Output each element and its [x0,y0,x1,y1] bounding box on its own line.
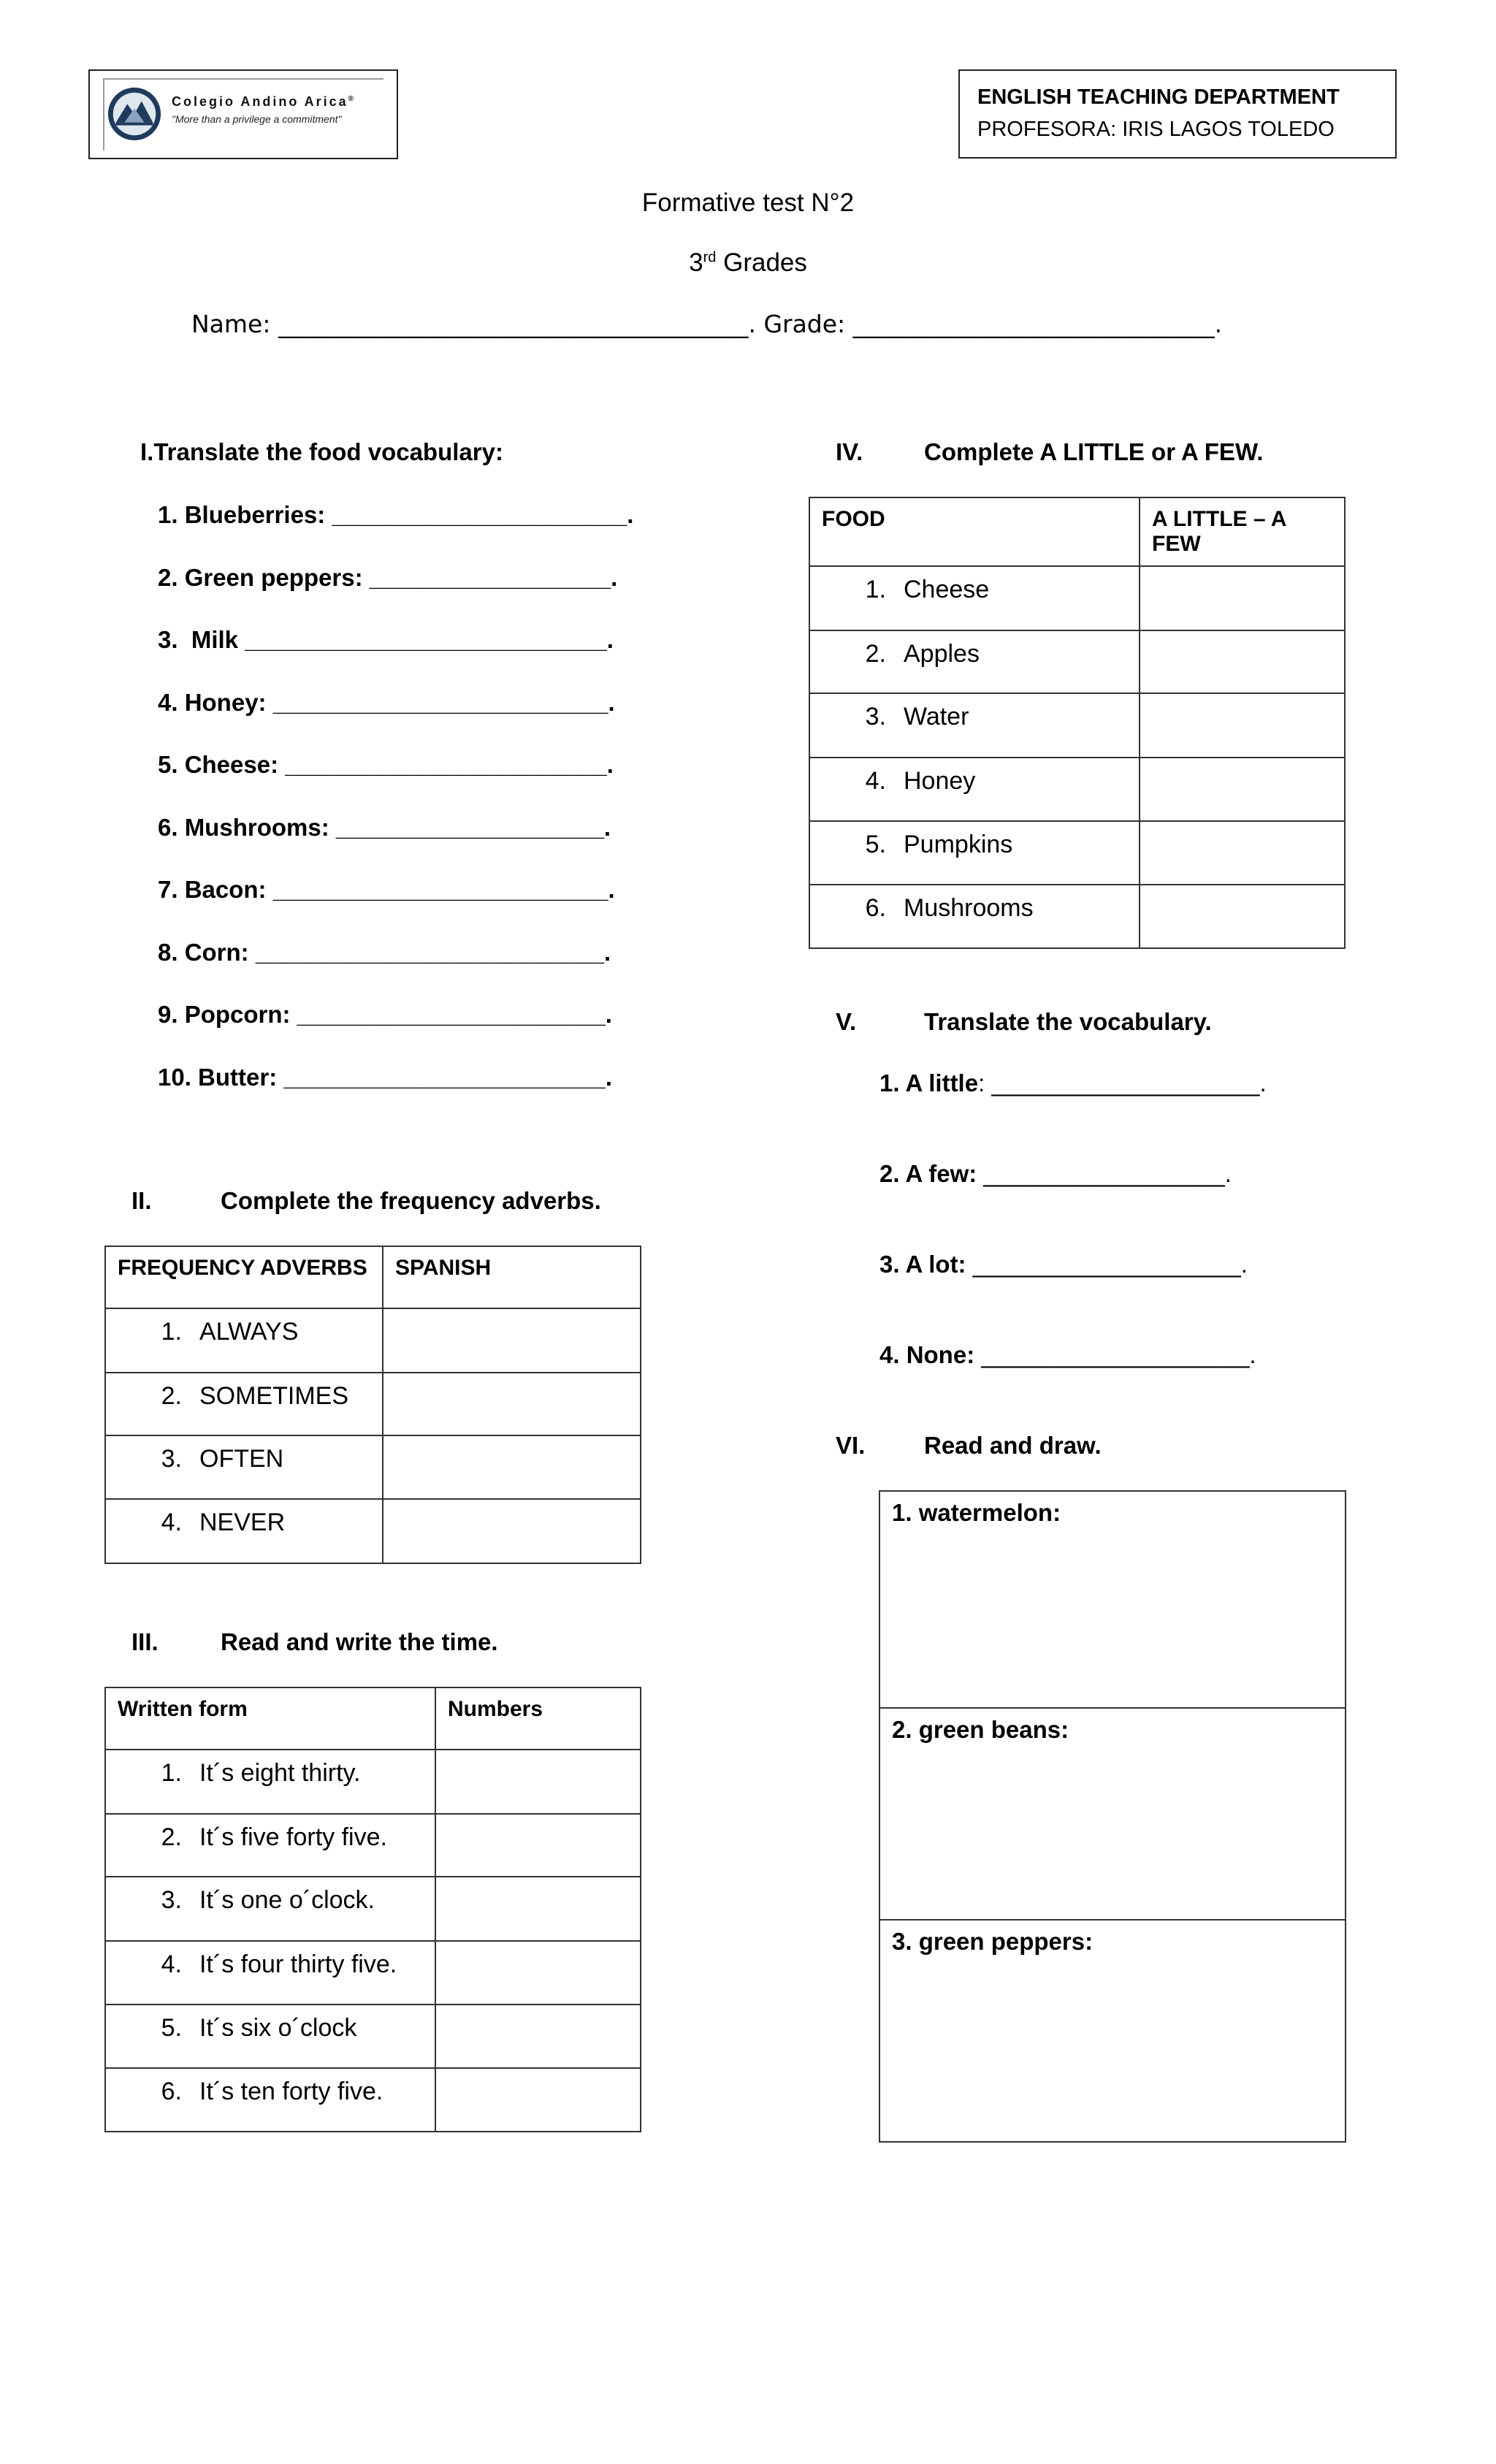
answer-cell[interactable] [1140,821,1345,885]
row-text: NEVER [199,1508,286,1536]
row-text: Water [904,703,969,731]
translate-label: 2. A few: [879,1160,984,1187]
frequency-adverbs-table [104,1246,641,1564]
table-header: Written form [105,1687,435,1750]
translate-label: 4. None: [879,1341,982,1368]
row-number: 3. [161,1886,182,1914]
section-6-title: Read and draw. [924,1432,1102,1459]
answer-cell[interactable] [383,1373,641,1435]
school-motto: "More than a privilege a commitment" [172,113,342,125]
row-number: 1. [161,1759,182,1787]
answer-cell[interactable] [435,2005,641,2068]
answer-cell[interactable] [435,1877,641,1941]
translate-item-3[interactable] [879,1251,1248,1278]
table-row [105,1308,383,1373]
row-text: It´s ten forty five. [199,2078,383,2105]
translate-item-4[interactable] [879,1341,1256,1369]
table-row [105,2068,435,2132]
draw-label: 1. watermelon: [892,1499,1061,1526]
section-5-number: V. [836,1008,857,1035]
draw-box-1[interactable] [879,1490,1346,1709]
row-text: Honey [904,767,976,795]
row-number: 2. [865,640,886,668]
registered-mark: ® [348,95,356,103]
section-3-title: Read and write the time. [221,1628,498,1655]
table-header: SPANISH [383,1246,641,1308]
grade-number: 3 [689,248,703,277]
teacher-name: PROFESORA: IRIS LAGOS TOLEDO [977,118,1335,141]
answer-cell[interactable] [383,1435,641,1499]
answer-cell[interactable] [1140,566,1345,630]
table-row [809,758,1140,821]
section-5-title: Translate the vocabulary. [924,1008,1212,1035]
table-row [105,1499,383,1563]
answer-cell[interactable] [383,1308,641,1373]
department-box [958,69,1397,159]
row-text: Mushrooms [904,894,1034,922]
test-title: Formative test N°2 [641,188,855,217]
row-number: 3. [161,1445,182,1473]
answer-cell[interactable] [435,1941,641,2005]
table-row [105,1941,435,2005]
row-number: 4. [161,1508,182,1536]
row-text: It´s four thirty five. [199,1950,397,1978]
table-header: FOOD [809,497,1140,566]
translate-blank[interactable]: ____________________. [972,1251,1248,1278]
table-row [105,1435,383,1499]
table-row [105,2005,435,2068]
row-text: OFTEN [199,1445,284,1473]
school-name: Colegio Andino Arica [172,94,348,109]
vocab-item-4[interactable]: 4. Honey: _________________________. [158,689,615,716]
department-title: ENGLISH TEACHING DEPARTMENT [977,85,1340,109]
answer-cell[interactable] [435,2068,641,2132]
translate-blank[interactable]: __________________. [983,1160,1232,1187]
vocab-item-2[interactable]: 2. Green peppers: __________________. [158,564,618,591]
grade-label: Grades [716,248,807,277]
section-6-number: VI. [836,1432,866,1459]
answer-cell[interactable] [383,1499,641,1563]
answer-cell[interactable] [1140,693,1345,758]
answer-cell[interactable] [1140,758,1345,821]
vocab-item-9[interactable]: 9. Popcorn: _______________________. [158,1001,612,1028]
section-2-number: II. [131,1187,152,1214]
answer-cell[interactable] [435,1814,641,1877]
translate-blank[interactable]: : ____________________. [978,1069,1267,1096]
section-3-number: III. [131,1628,159,1655]
translate-label: 3. A lot: [879,1251,973,1278]
row-number: 5. [161,2014,182,2042]
vocab-item-6[interactable]: 6. Mushrooms: ____________________. [158,814,611,841]
school-logo-box [88,69,398,159]
row-number: 2. [161,1382,182,1410]
translate-item-2[interactable] [879,1160,1232,1188]
row-number: 4. [161,1950,182,1978]
section-4-number: IV. [836,438,863,465]
row-text: It´s five forty five. [199,1823,387,1851]
table-header: FREQUENCY ADVERBS [105,1246,383,1308]
row-number: 3. [865,703,886,731]
row-number: 6. [865,894,886,922]
vocab-item-7[interactable]: 7. Bacon: _________________________. [158,876,615,903]
vocab-item-3[interactable]: 3. Milk ___________________________. [158,626,614,653]
table-row [809,885,1140,948]
row-number: 6. [161,2078,182,2105]
vocab-item-10[interactable]: 10. Butter: ________________________. [158,1064,613,1091]
grade-title [0,248,1496,278]
table-row [809,630,1140,693]
section-2-title: Complete the frequency adverbs. [221,1187,601,1214]
draw-box-2[interactable] [879,1707,1346,1921]
row-number: 4. [865,767,886,795]
row-text: Pumpkins [904,831,1013,858]
row-text: Apples [904,640,980,668]
table-row [105,1750,435,1814]
table-row [809,566,1140,630]
draw-box-3[interactable] [879,1919,1346,2143]
row-text: SOMETIMES [199,1382,349,1410]
little-few-table [809,497,1346,949]
row-text: It´s six o´clock [199,2014,357,2042]
translate-label: 1. A little [879,1069,979,1096]
answer-cell[interactable] [435,1750,641,1814]
vocab-item-1[interactable]: 1. Blueberries: ______________________. [158,501,634,528]
row-number: 2. [161,1823,182,1851]
answer-cell[interactable] [1140,630,1345,693]
translate-blank[interactable]: ____________________. [981,1341,1256,1368]
row-number: 1. [161,1318,182,1346]
translate-item-1[interactable] [879,1069,1267,1097]
table-row [105,1814,435,1877]
answer-cell[interactable] [1140,885,1345,948]
time-table [104,1687,641,2132]
row-text: It´s one o´clock. [199,1886,375,1914]
row-number: 5. [865,831,886,858]
vocab-item-8[interactable]: 8. Corn: __________________________. [158,939,611,966]
row-text: It´s eight thirty. [199,1759,361,1787]
table-row [809,821,1140,885]
section-4-title: Complete A LITTLE or A FEW. [924,438,1264,465]
table-header: Numbers [435,1687,641,1750]
section-1-title: I.Translate the food vocabulary: [140,438,503,465]
name-grade-line[interactable]: Name: _______________________________________. Grade: ______________________________. [191,310,1223,338]
row-number: 1. [865,576,886,603]
row-text: ALWAYS [199,1318,299,1346]
table-header: A LITTLE – A FEW [1140,497,1345,566]
school-emblem-icon [106,85,163,142]
draw-label: 2. green beans: [892,1716,1069,1743]
grade-suffix: rd [703,249,717,266]
table-row [105,1877,435,1941]
table-row [105,1373,383,1435]
vocab-item-5[interactable]: 5. Cheese: ________________________. [158,751,614,778]
table-row [809,693,1140,758]
row-text: Cheese [904,576,990,603]
draw-label: 3. green peppers: [892,1928,1094,1955]
